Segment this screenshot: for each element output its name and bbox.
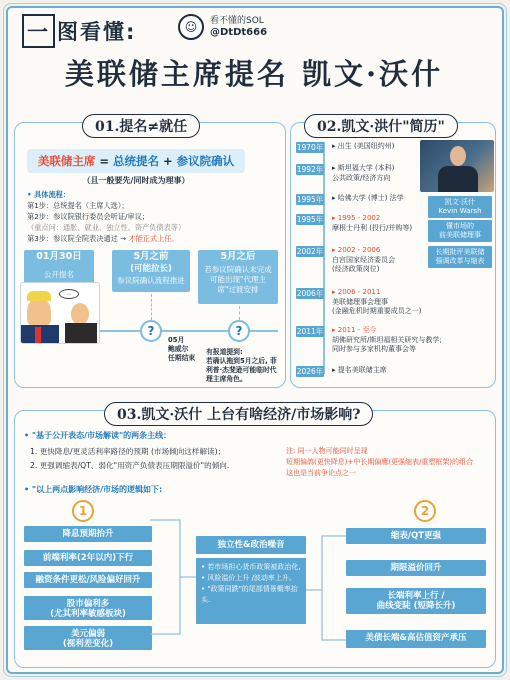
effect-item-line: (视利差变化) [62,639,114,649]
effect-item-line: 美元偏弱 [70,629,105,639]
effect-item-line: 曲线变陡 (短降长升) [376,601,456,611]
timeline-year: 2026年 [296,367,324,376]
brand-box: 一 [22,14,55,48]
timeline-year: 1970年 [296,143,324,152]
page-title: 美联储主席提名 凯文·沃什 [64,57,444,91]
timeline-entry-line: 美联储理事会理事 [332,297,388,306]
resume-tag-line: 长期批评美联储 [435,248,485,256]
warning-1: 注: 同一人物可能同时呈现 [286,447,368,455]
timeline-entry-line: (经济政策岗位) [332,265,380,273]
timeline-entry-line: ▸ 1995 - 2002 [332,214,381,222]
step-1: 第1步：总统提名（主席人选）； [27,201,129,210]
timeline-year: 1995年 [296,215,324,224]
step-3-highlight: 才能正式上任。 [128,234,179,243]
formula-plus: + [159,154,177,168]
warning-2: 短期偏鸽(更快降息)+中长期偏鹰(更强缩表/重塑框架)的组合 [286,458,474,466]
panel1-title: 01.提名≠就任 [82,114,200,138]
resume-tag-line: 懂市场的 [446,222,474,230]
timeline-entry-line: ▸ 斯坦福大学 (本科) [332,164,395,172]
timeline-entry-line: (金融危机时期重要成员之一) [332,307,422,315]
effect-item-line: (尤其利率敏感板块) [50,609,126,619]
timeline-year: 1995年 [296,195,324,204]
center-item-2: • 风险溢价上升 /波动率上升。 [201,574,296,582]
effect-item-line: 美债长端&高估值资产承压 [365,633,467,643]
note-head: 有报道提到: [206,348,243,356]
mainline-2: 2. 更强调缩表/QT、弱化"用资产负债表压期限溢价"的倾向. [30,461,230,470]
question-circle-1: ? [140,320,162,342]
effect-item-line: 缩表/QT更强 [390,531,442,541]
timeline-entry-line: 摩根士丹利 (投行/并购等) [332,223,413,232]
effect-item-line: 长端利率上行 / [387,591,445,601]
effect-item-line: 融资条件更松/风险偏好回升 [35,575,141,585]
timeline-entry-line: ▸ 2011 - 至今 [332,326,377,334]
before-may-text: 参议院确认流程推进 [117,276,185,285]
jan30-text: 公开提名 [44,270,74,279]
jan30-date: 01月30日 [36,251,82,262]
timeline-year: 1992年 [296,165,324,174]
timeline-entry-line: 同时参与多家机构董事会等 [332,345,416,353]
formula-subtitle: （且一般要先/同时成为理事） [82,176,190,185]
timeline-entry-line: 白宫国家经济委员会 [332,255,395,264]
powell-end: 任期结束 [168,354,196,362]
step-3-text: 第3步：参议院全院表决通过 → [27,234,129,243]
steps-head: • 具体流程： [27,190,71,199]
effect-item-line: 前端利率(2年以内)下行 [42,553,134,563]
number-badge-2: 2 [414,500,436,522]
effect-item-line: 股市偏利多 [66,599,110,609]
center-title: 独立性&政治噪音 [196,536,306,554]
formula-eq: = [95,154,113,168]
timeline-entry-line: ▸ 出生 (美国纽约州) [332,142,395,150]
timeline-year: 2006年 [296,289,324,298]
center-item-3: • "政策同跌"的尾部情景概率抬头. [201,585,298,604]
timeline-entry-line: ▸ 哈佛大学 (博士) 法学 [332,194,404,202]
account-handle: @DtDt666 [210,27,268,38]
before-may-sub: (可能拉长) [130,264,172,274]
resume-tag-line: Kevin Warsh [438,207,482,215]
avatar: ☺ [178,14,204,40]
speech-bubble: ... [59,289,79,299]
timeline-entry-line: 公共政策/经济方向 [332,173,391,182]
intro-text: • "基于公开表态/市场解读"的两条主线： [24,431,172,440]
resume-tag-line: 凯文·沃什 [444,198,476,206]
step-2-note: （重点问：通胀、就业、独立性、资产负债表等） [27,223,186,232]
panel3-title: 03.凯文·沃什 上台有啥经济/市场影响? [104,402,373,426]
after-may-text: 若参议院确认未完成可能出现"代理主席"过渡安排 [204,265,272,294]
center-item-1: • 若市场担心货币政策被政治化, [201,563,301,571]
formula-fed-chair: 美联储主席 [37,154,96,168]
before-may-date: 5月之前 [133,251,169,262]
powell-name: 鲍威尔 [168,345,189,353]
brand-rest: 图看懂: [57,20,137,44]
account-name: 看不懂的SOL [210,16,264,26]
timeline-entry-line: ▸ 2002 - 2006 [332,246,381,254]
resume-tag-line: 前美联储理事 [439,231,481,239]
question-circle-2: ? [228,320,250,342]
formula-confirmation: 参议院确认 [176,154,235,168]
warning-3: 这也是当前争论点之一 [286,469,356,477]
step-2: 第2步：参议院银行委员会听证/审议； [27,212,149,221]
timeline-year: 2011年 [296,327,324,336]
logic-text: • "以上两点影响经济/市场的逻辑如下: [24,485,163,494]
resume-tag-line: 强调改革与缩表 [435,257,485,265]
panel2-title: 02.凯文·洪什"简历" [304,114,458,138]
after-may-date: 5月之后 [220,251,256,262]
effect-item-line: 期限溢价回升 [390,563,442,573]
timeline-entry-line: ▸ 提名美联储主席 [332,366,387,374]
formula-nomination: 总统提名 [113,154,159,168]
powell-date: 05月 [168,336,185,344]
note-body: 若确认拖到5月之后, 菲利普·杰斐逊可能临时代理主席角色。 [206,357,277,383]
mainline-1: 1. 更快降息/更灵活利率路径的预期 (市场倾向这样解读)； [30,447,226,456]
timeline-year: 2002年 [296,247,324,256]
number-badge-1: 1 [72,500,94,522]
timeline-entry-line: 胡佛研究所/斯坦福相关研究与教学; [332,335,442,344]
timeline-entry-line: ▸ 2006 - 2011 [332,288,381,296]
effect-item-line: 降息预期抬升 [62,529,114,539]
